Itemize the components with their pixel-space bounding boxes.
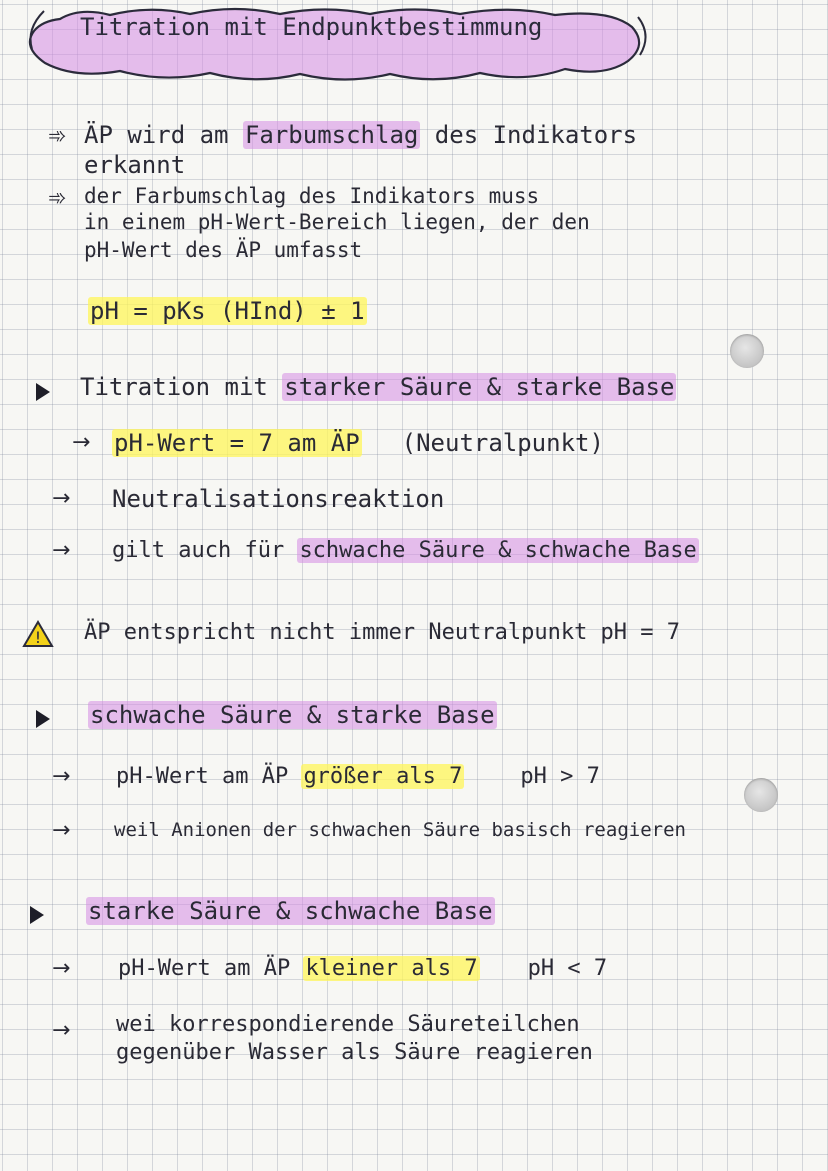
arrow-icon: → xyxy=(52,538,71,563)
svg-text:!: ! xyxy=(34,628,42,647)
title-cloud xyxy=(20,5,650,85)
text-line: ÄP wird am Farbumschlag des Indikators xyxy=(84,121,638,149)
text-line: in einem pH-Wert-Bereich liegen, der den xyxy=(84,210,590,234)
warning-icon xyxy=(22,620,54,648)
text-line: Titration mit starker Säure & starke Base xyxy=(80,373,675,401)
text-line: Neutralisationsreaktion xyxy=(112,485,445,513)
text-line: weil Anionen der schwachen Säure basisch reagieren xyxy=(114,819,686,841)
arrow-icon: → xyxy=(52,956,71,981)
page-title: Titration mit Endpunktbestimmung xyxy=(80,13,543,41)
triangle-bullet-icon xyxy=(36,710,50,728)
text-line: pH-Wert = 7 am ÄP (Neutralpunkt) xyxy=(114,429,604,457)
text-line: gilt auch für schwache Säure & schwache Base xyxy=(112,538,697,563)
arrow-icon: → xyxy=(72,430,91,455)
arrow-icon: → xyxy=(52,818,71,843)
text-line: pH-Wert am ÄP kleiner als 7 pH < 7 xyxy=(118,956,608,981)
formula-line: pH = pKs (HInd) ± 1 xyxy=(90,297,365,325)
text-line: wei korrespondierende Säureteilchen xyxy=(116,1012,580,1037)
arrow-icon: → xyxy=(52,1018,71,1043)
text-line: pH-Wert des ÄP umfasst xyxy=(84,238,363,262)
text-line: der Farbumschlag des Indikators muss xyxy=(84,184,540,208)
text-line: starke Säure & schwache Base xyxy=(88,897,493,925)
punch-hole-bottom xyxy=(744,778,778,812)
text-line: pH-Wert am ÄP größer als 7 pH > 7 xyxy=(116,764,600,789)
arrow-icon: → xyxy=(52,486,71,511)
double-arrow-icon: ➾ xyxy=(48,186,67,211)
text-line: erkannt xyxy=(84,151,186,179)
triangle-bullet-icon xyxy=(30,906,44,924)
arrow-icon: → xyxy=(52,764,71,789)
text-line: gegenüber Wasser als Säure reagieren xyxy=(116,1040,593,1065)
text-line: schwache Säure & starke Base xyxy=(90,701,495,729)
punch-hole-top xyxy=(730,334,764,368)
text-line: ÄP entspricht nicht immer Neutralpunkt pH = 7 xyxy=(84,620,681,645)
double-arrow-icon: ➾ xyxy=(48,124,67,149)
triangle-bullet-icon xyxy=(36,383,50,401)
